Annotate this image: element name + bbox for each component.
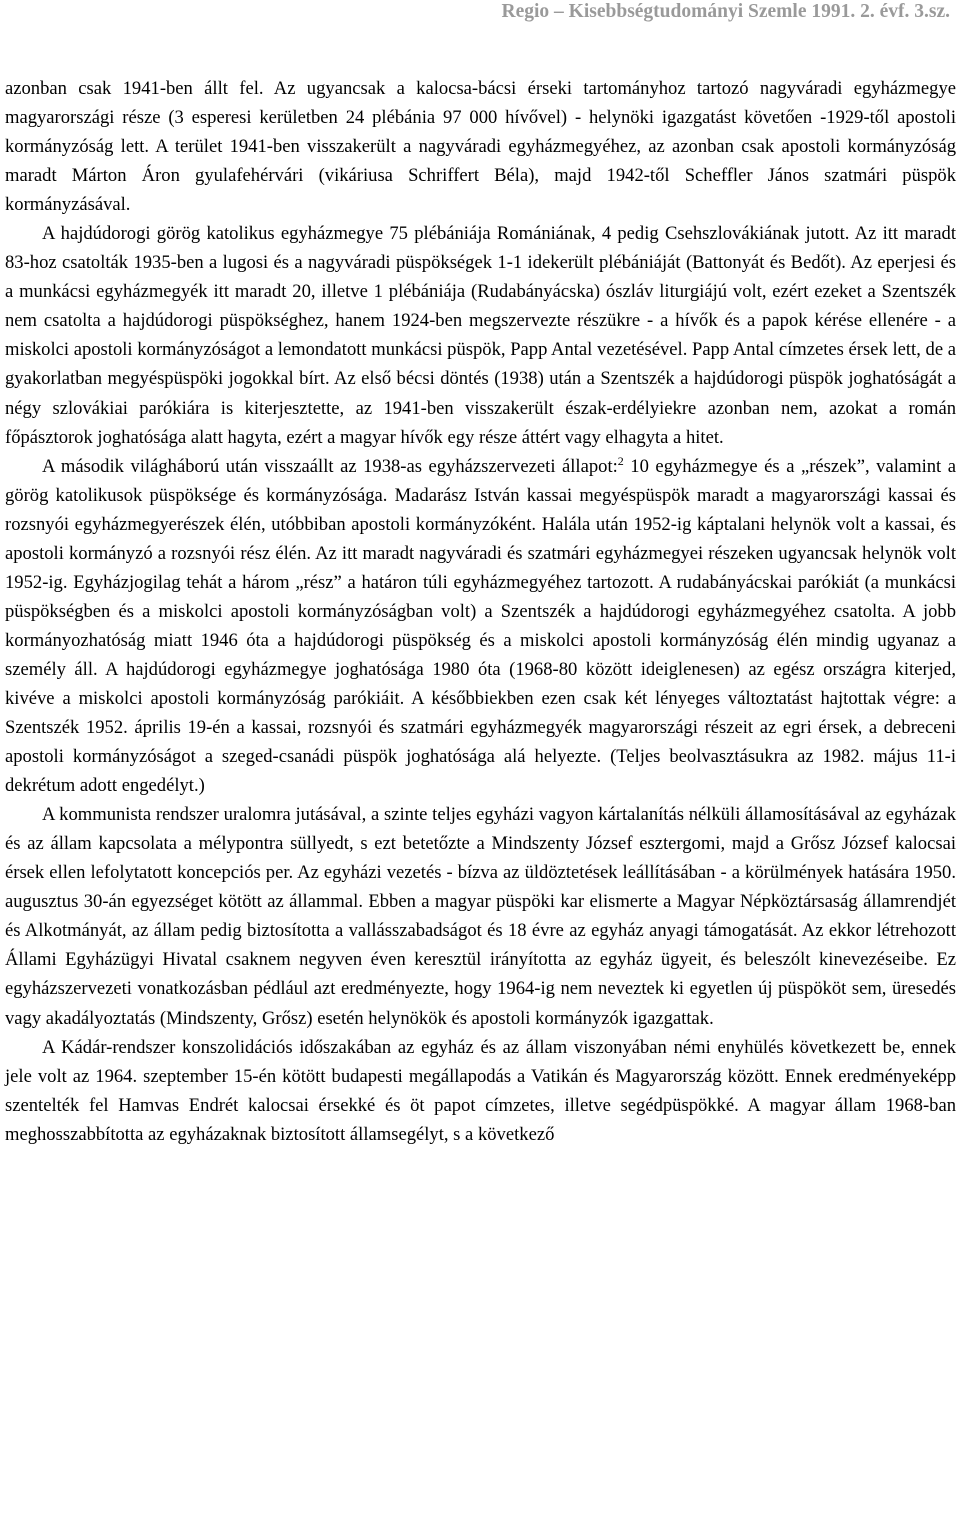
footnote-reference[interactable]: 2 bbox=[617, 453, 624, 468]
paragraph-2: A hajdúdorogi görög katolikus egyházmegye 75 plébániája Romániának, 4 pedig Csehszlovákiának jutott. Az itt maradt 83-hoz csatolták 1935-ben a lugosi és a nagyváradi püspökségek 1-1 idekerült plébániáját (Battonyát és Bedőt). Az eperjesi és a munkácsi egyházmegyék itt maradt 20, illetve 1 plébániája (Rudabányácska) ószláv liturgiájú volt, ezért ezeket a Szentszék nem csatolta a hajdúdorogi püspökséghez, hanem 1924-ben megszervezte részükre - a hívők és a papok kérése ellenére - a miskolci apostoli kormányzóságot a lemondatott munkácsi püspök, Papp Antal vezetésével. Papp Antal címzetes érsek lett, de a gyakorlatban megyéspüspöki jogokkal bírt. Az első bécsi döntés (1938) után a Szentszék a hajdúdorogi püspök joghatóságát a négy szlovákiai parókiára is kiterjesztette, az 1941-ben visszakerült észak-erdélyiekre azonban nem, azokat a román főpásztorok joghatósága alatt hagyta, ezért a magyar hívők egy része áttért vagy elhagyta a hitet. bbox=[5, 223, 956, 448]
paragraph-3 bbox=[5, 452, 956, 801]
paragraph-1: azonban csak 1941-ben állt fel. Az ugyancsak a kalocsa-bácsi érseki tartományhoz tartozó nagyváradi egyházmegye magyarországi része (3 esperesi kerületben 24 plébánia 97 000 hívővel) - helynöki igazgatást követően -1929-től apostoli kormányzóság lett. A terület 1941-ben visszakerült a nagyváradi egyházmegyéhez, az azonban csak apostoli kormányzóság maradt Márton Áron gyulafehérvári (vikáriusa Schriffert Béla), majd 1942-től Scheffler János szatmári püspök kormányzásával. bbox=[5, 78, 956, 216]
paragraph-3-rest: 10 egyházmegye és a „részek”, valamint a görög katolikusok püspöksége és kormányzósága. Madarász István kassai megyéspüspök maradt a magyarországi kassai és rozsnyói egyházmegyerészek élén, utóbbiban apostoli kormányzóként. Halála után 1952-ig káptalani helynök volt a kassai, és apostoli kormányzó a rozsnyói rész élén. Az itt maradt nagyváradi és szatmári egyházmegyei részeken ugyancsak helynök volt 1952-ig. Egyházjogilag tehát a három „rész” a határon túli egyházmegyéhez tartozott. A rudabányácskai parókiát (a munkácsi püspökségben és a miskolci apostoli kormányzóságban volt) a Szentszék a hajdúdorogi egyházmegyéhez csatolta. A jobb kormányozhatóság miatt 1946 óta a hajdúdorogi püspökség és a miskolci apostoli kormányzóság élén mindig ugyanaz a személy áll. A hajdúdorogi egyházmegye joghatósága 1980 óta (1968-80 között ideiglenesen) az egész országra kiterjed, kivéve a miskolci apostoli kormányzóság parókiáit. A későbbiekben ezen csak két lényeges változtatást hajtottak végre: a Szentszék 1952. április 19-én a kassai, rozsnyói és szatmári egyházmegyék magyarországi részeit az egri érsek, a debreceni apostoli kormányzóságot a szeged-csanádi püspök joghatósága alá helyezte. (Teljes beolvasztásukra az 1982. május 11-i dekrétum adott engedélyt.) bbox=[5, 455, 956, 797]
running-header: Regio – Kisebbségtudományi Szemle 1991. 2. évf. 3.sz. bbox=[501, 1, 950, 22]
article-body bbox=[5, 74, 956, 1149]
paragraph-3-lead: A második világháború után visszaállt az 1938-as egyházszervezeti állapot: bbox=[42, 455, 618, 477]
paragraph-4: A kommunista rendszer uralomra jutásával, a szinte teljes egyházi vagyon kártalanítás nélküli államosításával az egyházak és az állam kapcsolata a mélypontra süllyedt, s ezt betetőzte a Mindszenty József esztergomi, majd a Grősz József kalocsai érsek ellen lefolytatott koncepciós per. Az egyházi vezetés - bízva az üldöztetések leállításában - a körülmények hatására 1950. augusztus 30-án egyezséget kötött az állammal. Ebben a magyar püspöki kar elismerte a Magyar Népköztársaság államrendjét és Alkotmányát, az állam pedig biztosította a vallásszabadságot és 18 évre az egyház anyagi támogatását. Az ekkor létrehozott Állami Egyházügyi Hivatal csaknem negyven éven keresztül irányította az egyház ügyeit, és beleszólt kinevezéseibe. Ez egyházszervezeti vonatkozásban pédlául azt eredményezte, hogy 1964-ig nem neveztek ki egyetlen új püspököt sem, üresedés vagy akadályoztatás (Mindszenty, Grősz) esetén helynökök és apostoli kormányzók igazgattak. bbox=[5, 804, 956, 1029]
paragraph-5: A Kádár-rendszer konszolidációs időszakában az egyház és az állam viszonyában némi enyhülés következett be, ennek jele volt az 1964. szeptember 15-én kötött budapesti megállapodás a Vatikán és Magyarország között. Ennek eredményeképp szentelték fel Hamvas Endrét kalocsai érsekké és öt papot címzetes, illetve segédpüspökké. A magyar állam 1968-ban meghosszabbította az egyházaknak biztosított államsegélyt, s a következő bbox=[5, 1036, 956, 1145]
